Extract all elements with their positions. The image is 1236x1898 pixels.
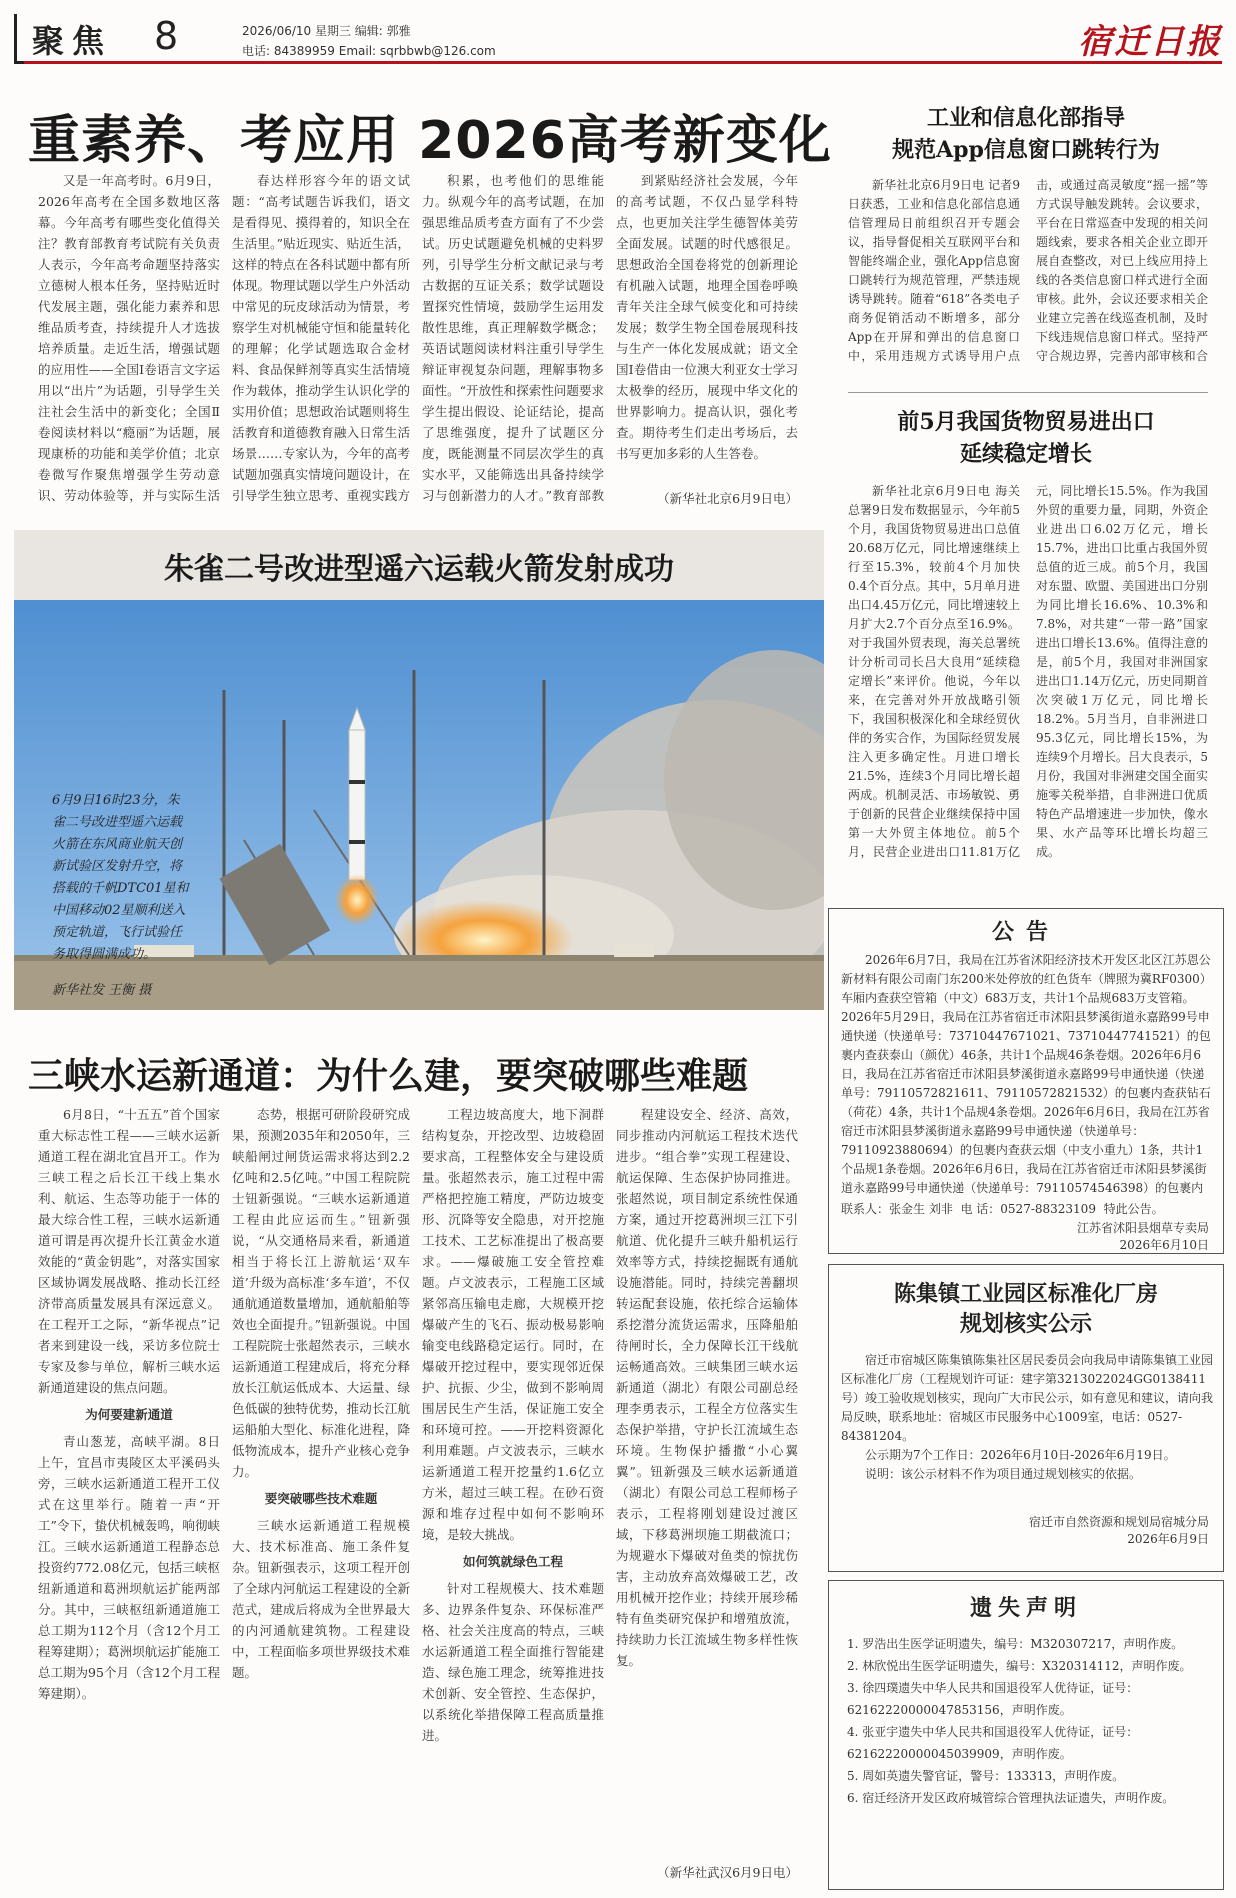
trade-body: 新华社北京6月9日电 海关总署9日发布数据显示，今年前5个月，我国货物贸易进出口总值20.68万亿元，同比增速继续上行至15.3%，较前4个月加快0.4个百分点。其中，5月单月进出口4.45万亿元，同比增速较上月扩大2.7个百分点至16.9%。对于我国外贸表现，海关总署统计分析司司长吕大良用“延续稳定增长”来评价。他说，今年以来，在完善对外开放战略引领下，我国积极深化和全球经贸伙伴的务实合作，为国际经贸发展注入更多确定性。月进口增长21.5%，连续3个月同比增长超两成。机制灵活、市场敏锐、勇于创新的民营企业继续保持中国第一大外贸主体地位。前5个月，民营企业进出口11.81万亿元，同比增长15.5%。作为我国外贸的重要力量，同期，外资企业进出口6.02万亿元，增长15.7%，进出口比重占我国外贸总值的近三成。前5个月，我国对东盟、欧盟、美国进出口分别为同比增长16.6%、10.3%和7.8%，对共建“一带一路”国家进出口增长13.6%。值得注意的是，前5个月，我国对非洲国家进出口1.14万亿元，历史同期首次突破1万亿元，同比增长18.2%。5月当月，自非洲进口95.3亿元，同比增长15%，为连续9个月增长。吕大良表示，5月份，我国对非洲建交国全面实施零关税举措，自非洲进口优质特色产品增速进一步加快，像水果、水产品等环比增长均超三成。 [848,484,1208,859]
lost-title: 遗失声明 [969,1595,1082,1621]
canal-col-2: 态势，根据可研阶段研究成果，预测2035年和2050年，三峡船闸过闸货运需求将达到2.2亿吨和2.5亿吨。”中国工程院院士钮新强说。“三峡水运新通道工程由此应运而生。”钮新强说，“从交通格局来看，新通道相当于将长江上游航运‘双车道’升级为高标准‘多车道’，不仅通航通道数量增加，通航船舶等效也全面提升。”钮新强说。中国工程院院士张超然表示，三峡水运新通道工程建成后，将充分释放长江航运低成本、大运量、绿色低碳的独特优势，推动长江航运船舶大型化、标准化进程，降低物流成本，提升产业核心竞争力。 要突破哪些技术难题 三峡水运新通道工程规模大、技术标准高、施工条件复杂。钮新强表示，这项工程开创了全球内河航运工程建设的全新范式，建成后将成为全世界最大的内河通航建筑物。工程建设中，工程面临多项世界级技术难题。 [232,1107,410,1680]
exam-col-3: 积累，也考他们的思维能力。纵观今年的高考试题，在加强思维品质考查方面有了不少尝试。历史试题避免机械的史料罗列，引导学生分析文献记录与考古数据的互证关系；数学试题设置探究性情境，鼓励学生运用发散性思维，真正理解数学概念；英语试题阅读材料注重引导学生辩证审视复杂问题，理解事物多面性。“开放性和探索性问题要求学生提出假设、论证结论，提高了思维强度，提升了试题区分度，既能测量不同层次学生的真实水平，又能筛选出具备持续学习与创新潜力的人才。”教育部教 [422,173,604,503]
right-divider-1 [848,392,1208,393]
canal-col-4: 程建设安全、经济、高效，同步推动内河航运工程技术迭代进步。“组合拳”实现工程建设、航运保障、生态保护协同推进。张超然说，项目制定系统性保通方案，通过开挖葛洲坝三江下引航道、优化提升三峡升船机运行效率等方式，持续挖掘既有通航设施潜能。同时，持续完善翻坝转运配套设施，依托综合运输体系挖潜分流货运需求，压降船舶待闸时长，全力保障长江干线航运畅通高效。三峡集团三峡水运新通道（湖北）有限公司副总经理李勇表示，工程全方位落实生态保护举措，守护长江流域生态环境。生物保护播撒“小心翼翼”。钮新强及三峡水运新通道（湖北）有限公司总工程师杨子表示，工程将刚划建设过渡区域，下移葛洲坝施工期截流口；为规避水下爆破对鱼类的惊扰伤害，主动放弃高效爆破工艺，改用机械开挖作业；持续开展珍稀特有鱼类研究保护和增殖放流，持续助力长江流域生物多样性恢复。 [616,1107,798,1668]
newspaper-logo: 宿迁日报 [1078,22,1222,62]
exam-headline: 重素养、考应用 2026高考新变化 [28,111,832,171]
corner-mark [14,14,24,64]
masthead [14,14,1222,64]
rocket-photo-block [14,530,824,1010]
plan-signature: 宿迁市自然资源和规划局宿城分局 2026年6月9日 [1028,1515,1209,1546]
list-item: 4. 张亚宇遗失中华人民共和国退役军人优待证，证号：62162220000045039909，声明作废。 [847,1725,1139,1761]
notice-signature: 江苏省沭阳县烟草专卖局 2026年6月10日 [1076,1221,1209,1252]
notice-box [828,908,1224,1254]
exam-col-1: 又是一年高考时。6月9日，2026年高考在全国多数地区落幕。今年高考有哪些变化值得关注？教育部教育考试院有关负责人表示，今年高考命题坚持落实立德树人根本任务，坚持贴近时代发展主题，强化能力素养和思维品质考查，持续提升人才选拔培养质量。走近生活，增强试题的应用性——全国Ⅰ卷语言文字运用以“出片”为话题，引导学生关注社会生活中的新变化；全国Ⅱ卷阅读材料以“瘾丽”为话题，展现康桥的功能和美学价值；北京卷微写作聚焦增强学生劳动意识、劳动体验等，并与实际生活 [38,173,220,503]
notice-contact: 联系人：张金生 刘非 电 话：0527-88323109 特此公告。 [841,1202,1164,1216]
photo-caption: 6月9日16时23分，朱雀二号改进型遥六运载火箭在东风商业航天创新试验区发射升空，将搭载的千帆DTC01星和中国移动02星顺利送入预定轨道，飞行试验任务取得圆满成功。 新华社发 王衡 摄 [52,790,192,1002]
notice-body: 2026年6月7日，我局在江苏省沭阳经济技术开发区北区江苏恩公新材料有限公司南门东200米处停放的红色货车（牌照为冀RF0300）车厢内查获空管箱（中文）683万支，共计1个品规683万支管箱。2026年5月29日，我局在江苏省宿迁市沭阳县梦溪街道永嘉路99号申通快递（快递单号：73710447671021、73710447741521）的包裹内查获泰山（颜优）46条，共计1个品规46条卷烟。2026年6月6日，我局在江苏省宿迁市沭阳县梦溪街道永嘉路99号申通快递（快递单号：79110572821611、79110572821532）的包裹内查获钻石（荷花）4条，共计1个品规4条卷烟。2026年6月6日，我局在江苏省宿迁市沭阳县梦溪街道永嘉路99号申通快递（快递单号：79110923880694）的包裹内查获云烟（中支小重九）1条，共计1个品规1条卷烟。2026年6月6日，我局在江苏省宿迁市沭阳县梦溪街道永嘉路99号申通快递（快递单号：79110574546398）的包裹内 [841,953,1212,1195]
canal-col-1: 6月8日，“十五五”首个国家重大标志性工程——三峡水运新通道工程在湖北宜昌开工。作为三峡工程之后长江干线上集水利、航运、生态等功能于一体的最大综合性工程，三峡水运新通道可谓是再次提升长江黄金水道效能的“黄金钥匙”，对落实国家区域协调发展战略、推动长江经济带高质量发展具有深远意义。在工程开工之际，“新华视点”记者来到建设一线，采访多位院士专家及参与单位，解析三峡水运新通道建设的焦点问题。 为何要建新通道 青山葱茏，高峡平湖。8日上午，宜昌市夷陵区太平溪码头旁，三峡水运新通道工程开工仪式在这里举行。随着一声“开工”令下，蛰伏机械轰鸣，响彻峡江。三峡水运新通道工程静态总投资约772.08亿元，包括三峡枢纽新通道和葛洲坝航运扩能两部分。其中，三峡枢纽新通道施工总工期为112个月（含12个月工程筹建期）；葛洲坝航运扩能施工总工期为95个月（含12个月工程筹建期）。 [38,1107,220,1701]
lost-list [847,1633,1213,1809]
list-item: 1. 罗浩出生医学证明遗失，编号：M320307217，声明作废。 [847,1637,1184,1651]
app-headline: 工业和信息化部指导 规范App信息窗口跳转行为 [892,105,1160,163]
lost-box [828,1580,1224,1890]
list-item: 6. 宿迁经济开发区政府城管综合管理执法证遗失，声明作废。 [847,1791,1175,1805]
contact-meta: 电话: 84389959 Email: sqrbbwb@126.com [242,44,496,58]
section-name: 聚焦 [32,22,113,60]
canal-headline: 三峡水运新通道：为什么建，要突破哪些难题 [28,1056,749,1097]
edition-meta: 2026/06/10 星期三 编辑: 郭雅 [242,24,411,38]
photo-credit: 新华社发 王衡 摄 [52,983,152,998]
rocket-headline: 朱雀二号改进型遥六运载火箭发射成功 [164,552,674,587]
list-item: 3. 徐四璞遗失中华人民共和国退役军人优待证，证号：62162220000047853156，声明作废。 [847,1681,1139,1717]
rocket-launch-photo [14,600,824,1010]
canal-credit: （新华社武汉6月9日电） [657,1865,798,1880]
canal-subhead-2: 要突破哪些技术难题 [264,1491,378,1506]
notice-title: 公告 [991,919,1060,945]
exam-col-2: 春达样形容今年的语文试题：“高考试题告诉我们，语文是看得见、摸得着的，知识全在生活里。”贴近现实、贴近生活，这样的特点在各科试题中都有所体现。物理试题以学生户外活动中常见的玩皮球活动为情景，考察学生对机械能守恒和能量转化的理解；化学试题选取合金材料、食品保鲜剂等真实生活情境作为载体，推动学生认识化学的实用价值；思想政治试题则将生活教育和道德教育融入日常生活场景……专家认为，今年的高考试题加强真实情境问题设计，在引导学生独立思考、重视实践方 [232,173,410,503]
list-item: 2. 林欣悦出生医学证明遗失，编号：X320314112，声明作废。 [847,1659,1192,1673]
app-body: 新华社北京6月9日电 记者9日获悉，工业和信息化部信息通信管理局日前组织召开专题会议，指导督促相关互联网平台和智能终端企业，强化App信息窗口跳转行为规范管理，严禁违规诱导跳转。随着“618”各类电子商务促销活动不断增多，部分App在开屏和弹出的信息窗口中，采用违规方式诱导用户点击，或通过高灵敏度“摇一摇”等方式误导触发跳转。会议要求，平台在日常巡查中发现的相关问题线索，要求各相关企业立即开展自查整改，对已上线应用持上线的各类信息窗口样式进行全面审核。此外，会议还要求相关企业建立完善在线巡查机制，及时下线违规信息窗口样式。坚持严守合规边界，完善内部审核和合 [848,178,1208,363]
canal-subhead-3: 如何筑就绿色工程 [462,1554,563,1569]
plan-box [828,1264,1224,1572]
exam-col-4: 到紧贴经济社会发展，今年的高考试题，不仅凸显学科特点，也更加关注学生德智体美劳全面发展。试题的时代感很足。思想政治全国卷将党的创新理论有机融入试题，地理全国卷呼唤青年关注全球气候变化和可持续发展；数学生物全国卷展现科技与生产一体化发展成就；语文全国Ⅰ卷借由一位澳大利亚女士学习太极拳的经历，展现中华文化的世界影响力。提高认识，强化考查。期待考生们走出考场后，去书写更加多彩的人生答卷。 [616,173,798,461]
plan-body: 宿迁市宿城区陈集镇陈集社区居民委员会向我局申请陈集镇工业园区标准化厂房（工程规划许可证：建字第3213022024GG0138411号）竣工验收规划核实，现向广大市民公示，如有意见和建议，请向我局反映，联系地址：宿城区市民服务中心1009室，电话：0527-84381204。 公示期为7个工作日：2026年6月10日-2026年6月19日。 说明：该公示材料不作为项目通过规划核实的依据。 [841,1353,1214,1481]
plan-title: 陈集镇工业园区标准化厂房 规划核实公示 [893,1281,1158,1337]
canal-col-3: 工程边坡高度大，地下洞群结构复杂，开挖改型、边坡稳固要求高，工程整体安全与建设质量。张超然表示，施工过程中需严格把控施工精度，严防边坡变形、沉降等安全隐患，对开挖施工技术、工艺标准提出了极高要求。——爆破施工安全管控难题。卢文波表示，工程施工区域紧邻高压输电走廊，大规模开挖爆破产生的飞石、振动极易影响输变电线路稳定运行。同时，在爆破开挖过程中，要实现邻近保护、抗振、少尘，做到不影响周围居民生产生活，保证施工安全和环境可控。——开挖料资源化利用难题。卢文波表示，三峡水运新通道工程开挖量约1.6亿立方米，超过三峡工程。在砂石资源和堆存过程中如何不影响环境，是较大挑战。 如何筑就绿色工程 针对工程规模大、技术难题多、边界条件复杂、环保标准严格、社会关注度高的特点，三峡水运新通道工程全面推行智能建造、绿色施工理念，统筹推进技术创新、安全管控、生态保护，以系统化举措保障工程高质量推进。 [422,1107,604,1743]
list-item: 5. 周如英遗失警官证，警号：133313，声明作废。 [847,1769,1125,1783]
trade-headline: 前5月我国货物贸易进出口 延续稳定增长 [897,409,1155,467]
page-number: 8 [154,14,179,58]
exam-credit: （新华社北京6月9日电） [657,491,798,506]
canal-subhead-1: 为何要建新通道 [85,1407,173,1422]
